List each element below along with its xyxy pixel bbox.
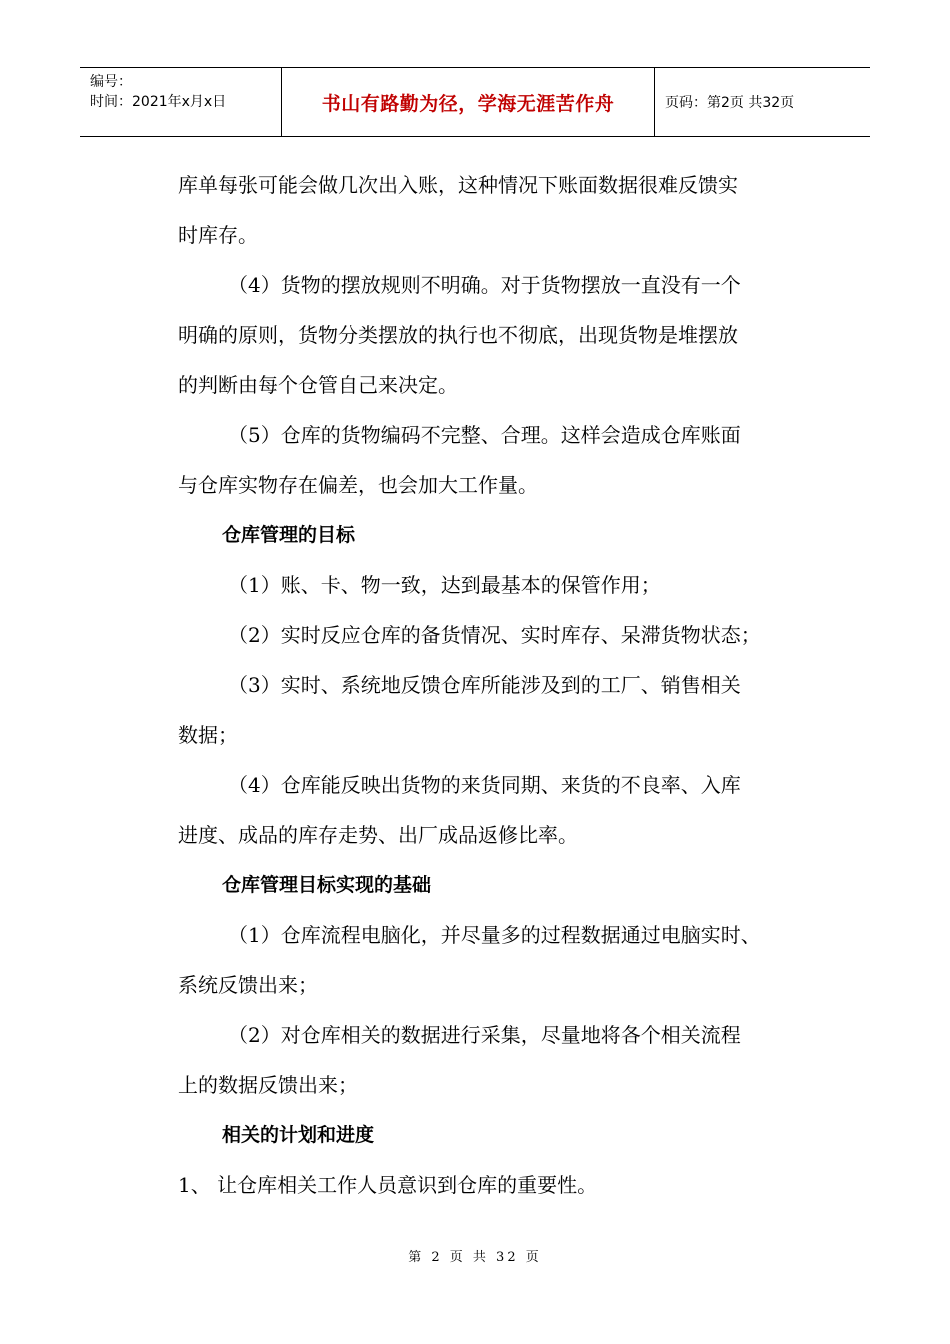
section-heading: 仓库管理目标实现的基础 <box>222 874 432 896</box>
page-header <box>80 67 870 137</box>
body-line: 的判断由每个仓管自己来决定。 <box>178 373 458 397</box>
document-time-label: 时间：2021年x月x日 <box>90 94 227 110</box>
body-line: （3）实时、系统地反馈仓库所能涉及到的工厂、销售相关 <box>228 673 741 697</box>
body-line: 与仓库实物存在偏差，也会加大工作量。 <box>178 473 538 497</box>
page-footer: 第 2 页 共 32 页 <box>408 1250 542 1265</box>
body-line: 1、 让仓库相关工作人员意识到仓库的重要性。 <box>178 1173 598 1197</box>
body-line: （4）仓库能反映出货物的来货同期、来货的不良率、入库 <box>228 773 741 797</box>
body-line: （1）仓库流程电脑化，并尽量多的过程数据通过电脑实时、 <box>228 923 761 947</box>
header-page-info: 页码：第2页 共32页 <box>665 95 795 111</box>
body-line: 进度、成品的库存走势、出厂成品返修比率。 <box>178 823 578 847</box>
body-line: 数据； <box>178 723 238 747</box>
header-meta <box>80 68 282 136</box>
body-line: （5）仓库的货物编码不完整、合理。这样会造成仓库账面 <box>228 423 741 447</box>
body-line: （4）货物的摆放规则不明确。对于货物摆放一直没有一个 <box>228 273 741 297</box>
body-line: （1）账、卡、物一致，达到最基本的保管作用； <box>228 573 661 597</box>
body-line: 库单每张可能会做几次出入账，这种情况下账面数据很难反馈实 <box>178 173 738 197</box>
body-line: 上的数据反馈出来； <box>178 1073 358 1097</box>
header-motto: 书山有路勤为径，学海无涯苦作舟 <box>282 68 655 136</box>
body-line: 时库存。 <box>178 223 258 247</box>
body-line: （2）实时反应仓库的备货情况、实时库存、呆滞货物状态； <box>228 623 761 647</box>
body-line: （2）对仓库相关的数据进行采集，尽量地将各个相关流程 <box>228 1023 741 1047</box>
body-line: 系统反馈出来； <box>178 973 318 997</box>
document-number-label: 编号： <box>90 74 132 90</box>
section-heading: 仓库管理的目标 <box>222 524 356 546</box>
section-heading: 相关的计划和进度 <box>222 1124 375 1146</box>
document-body <box>178 160 818 1210</box>
body-line: 明确的原则，货物分类摆放的执行也不彻底，出现货物是堆摆放 <box>178 323 738 347</box>
